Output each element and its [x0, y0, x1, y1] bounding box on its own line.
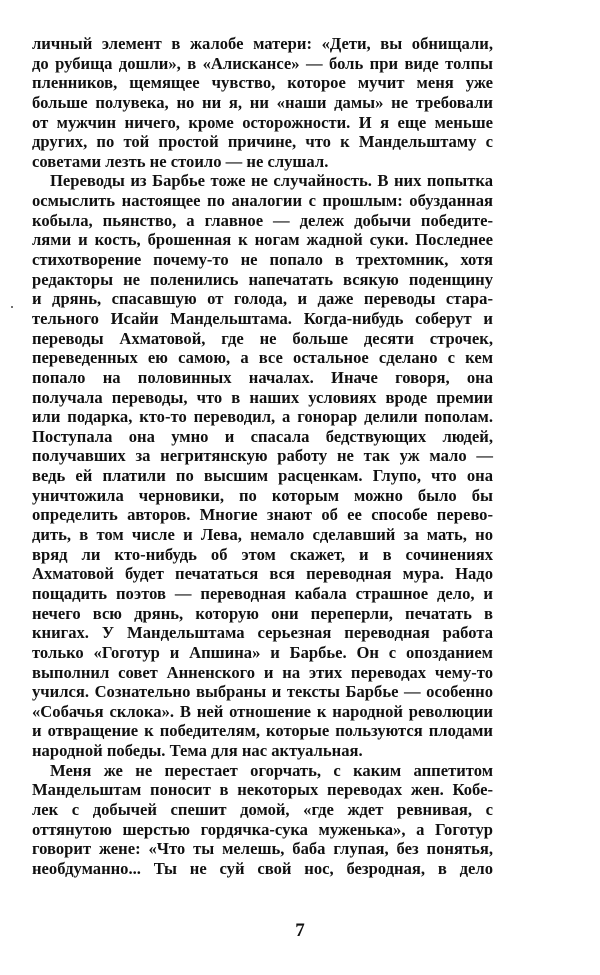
text-line: нечего всю дрянь, которую они переперли, печатать в	[32, 603, 493, 623]
text-line: Мандельштам поносит в некоторых переводах жен. Кобе-	[32, 780, 493, 800]
text-line: пощадить поэтов — переводная кабала страшное дело, и	[32, 583, 493, 603]
text-line: вряд ли кто-нибудь об этом скажет, и в сочинениях	[32, 544, 493, 564]
text-line: от мужчин ничего, кроме осторожности. И я еще меньше	[32, 112, 493, 132]
text-line: и отвращение к победителям, которые пользуются плодами	[32, 721, 493, 741]
text-line: книгах. У Мандельштама серьезная переводная работа	[32, 623, 493, 643]
text-line: Переводы из Барбье тоже не случайность. В них попытка	[50, 171, 493, 191]
text-line: выполнил совет Анненского и на этих переводах чему-то	[32, 662, 493, 682]
text-line: больше полувека, но ни я, ни «наши дамы» не требовали	[32, 92, 493, 112]
text-line: «Собачья склока». В ней отношение к народной революции	[32, 701, 493, 721]
text-line: тельного Исайи Мандельштама. Когда-нибудь соберут и	[32, 308, 493, 328]
text-line: Ахматовой будет печататься вся переводная мура. Надо	[32, 564, 493, 584]
text-line: переведенных ею самою, а все остальное сделано с кем	[32, 348, 493, 368]
text-line: попало на половинных началах. Иначе говоря, она	[32, 367, 493, 387]
text-line: стихотворение почему-то не попало в трехтомник, хотя	[32, 250, 493, 270]
text-line: советами лезть не стоило — не слушал.	[32, 151, 329, 171]
paragraph	[32, 34, 493, 171]
text-line: до рубища дошли», в «Алискансе» — боль при виде толпы	[32, 53, 493, 73]
text-line: получала переводы, что в наших условиях вроде премии	[32, 387, 493, 407]
text-line: дить, в том числе и Лева, немало сделавший за мать, но	[32, 525, 493, 545]
text-line: ведь ей платили по высшим расценкам. Глупо, что она	[32, 466, 493, 486]
paragraph	[32, 761, 493, 879]
text-line: говорит жене: «Что ты мелешь, баба глупая, без понятья,	[32, 839, 493, 859]
text-line: определить авторов. Многие знают об ее способе перево-	[32, 505, 493, 525]
text-line: необдуманно... Ты не суй свой нос, безродная, в дело	[32, 858, 493, 878]
page-number: 7	[295, 920, 305, 941]
text-line: получавших за негритянскую работу не так уж мало —	[32, 446, 493, 466]
text-line: Поступала она умно и спасала бедствующих людей,	[32, 426, 493, 446]
text-line: учился. Сознательно выбраны и тексты Барбье — особенно	[32, 682, 493, 702]
text-line: переводы Ахматовой, где не больше десяти строчек,	[32, 328, 493, 348]
paragraph	[32, 171, 493, 760]
text-line: народной победы. Тема для нас актуальная.	[32, 741, 363, 761]
text-line: оттянутою шерстью гордячка-сука муженька», а Гоготур	[32, 819, 493, 839]
text-line: или подарка, кто-то переводил, а гонорар делили пополам.	[32, 407, 493, 427]
scan-speck	[11, 306, 13, 308]
text-line: других, по той простой причине, что к Мандельштаму с	[32, 132, 493, 152]
text-line: и дрянь, спасавшую от голода, и даже переводы стара-	[32, 289, 493, 309]
text-line: личный элемент в жалобе матери: «Дети, вы обнищали,	[32, 34, 493, 53]
text-line: Меня же не перестает огорчать, с каким аппетитом	[50, 760, 493, 780]
text-line: только «Гоготур и Апшина» и Барбье. Он с опозданием	[32, 642, 493, 662]
text-line: осмыслить настоящее по аналогии с прошлым: обузданная	[32, 191, 493, 211]
text-line: пленников, щемящее чувство, которое мучит меня уже	[32, 73, 493, 93]
text-line: кобыла, пьянство, а главное — дележ добычи победите-	[32, 210, 493, 230]
text-line: уничтожила черновики, по которым можно было бы	[32, 485, 493, 505]
text-line: редакторы не поленились напечатать всякую поденщину	[32, 269, 493, 289]
text-line: лек с добычей спешит домой, «где ждет ревнивая, с	[32, 799, 493, 819]
text-line: лями и кость, брошенная к ногам жадной суки. Последнее	[32, 230, 493, 250]
page-body-text	[32, 34, 493, 879]
